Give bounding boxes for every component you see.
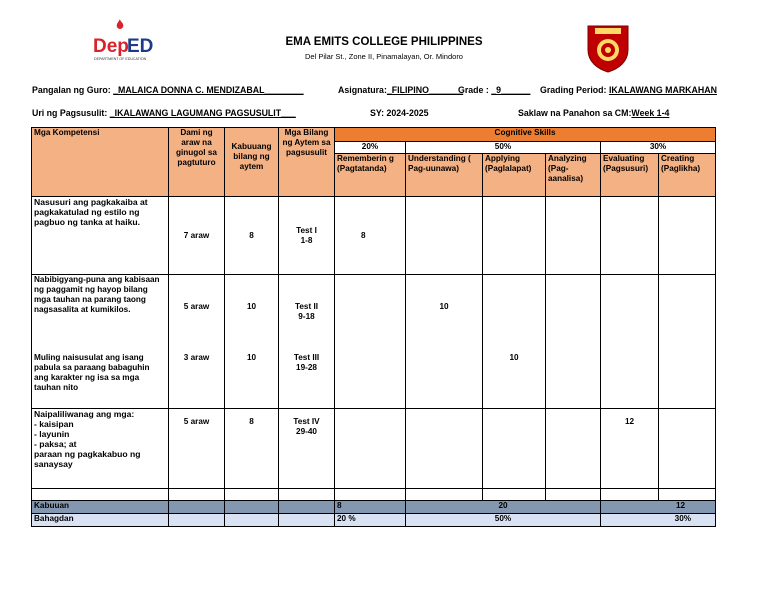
grading-period-label: Grading Period: [540,85,607,95]
item-numbers-cell [279,409,335,489]
header-bilang: Mga Bilang ng Aytem sa pagsusulit [279,128,335,197]
teacher-label: Pangalan ng Guro: [32,85,111,95]
grading-period-value: IKALAWANG MARKAHAN [608,85,717,95]
item-range: 9-18 [298,312,315,321]
header-kompetensi: Mga Kompetensi [32,128,169,197]
remembering-cell [335,343,406,409]
total-high: 12 [601,501,716,514]
competency-text: Nabibigyang-puna ang kabisaan ng paggamit ng hayop bilang mga tauhan na parang taong nagsasalita at kumikilos. [32,275,169,343]
coverage-field [518,108,669,118]
item-range: 19-28 [296,362,317,372]
applying-cell [483,409,546,489]
header-kabuuang: Kabuuang bilang ng aytem [225,128,279,197]
analyzing-cell [546,343,601,409]
item-range: 1-8 [300,235,313,245]
item-numbers-cell [279,197,335,275]
school-address: Del Pilar St., Zone II, Pinamalayan, Or. Mindoro [305,52,463,61]
test-label: Test IV [293,417,320,426]
test-label: Test III [293,352,320,362]
test-type-label: Uri ng Pagsusulit: [32,108,108,118]
evaluating-cell: 12 [601,409,659,489]
evaluating-cell [601,275,659,343]
subject-label: Asignatura: [338,85,387,95]
teacher-value: _MALAICA DONNA C. MENDIZABAL________ [113,85,304,95]
understanding-cell: 10 [406,275,483,343]
subject-field [338,85,463,95]
table-row [32,197,716,275]
days-cell: 3 araw [169,343,225,409]
subject-value: _FILIPINO_______ [386,85,464,95]
header-remembering: Rememberin g (Pagtatanda) [335,154,406,197]
item-total-cell: 8 [225,197,279,275]
percentage-remembering: 20 % [335,514,406,527]
header-pct-30: 30% [601,142,716,154]
evaluating-cell [601,197,659,275]
creating-cell [659,409,716,489]
svg-text:DEPARTMENT OF EDUCATION: DEPARTMENT OF EDUCATION [94,57,147,61]
analyzing-cell [546,409,601,489]
understanding-cell [406,343,483,409]
header-applying: Applying (Paglalapat) [483,154,546,197]
table-of-specifications [31,127,716,527]
test-type-field [32,108,296,118]
evaluating-cell [601,343,659,409]
item-total-cell: 10 [225,343,279,409]
header-analyzing: Analyzing (Pag-aanalisa) [546,154,601,197]
days-cell: 7 araw [169,197,225,275]
understanding-cell [406,409,483,489]
analyzing-cell [546,275,601,343]
teacher-field [32,85,304,95]
understanding-cell [406,197,483,275]
total-mid: 20 [406,501,601,514]
coverage-value: Week 1-4 [631,108,670,118]
empty-row [32,489,716,501]
item-numbers-cell [279,275,335,343]
competency-text: Muling naisusulat ang isang pabula sa paraang babaguhin ang karakter ng isa sa mga tauhan nito [32,343,169,409]
header-pct-50: 50% [406,142,601,154]
header-cognitive-skills: Cognitive Skills [335,128,716,142]
total-label: Kabuuan [32,501,169,514]
total-remembering: 8 [335,501,406,514]
applying-cell [483,197,546,275]
creating-cell [659,197,716,275]
school-name: EMA EMITS COLLEGE PHILIPPINES [285,36,483,48]
percentage-high: 30% [601,514,716,527]
remembering-cell [335,409,406,489]
applying-cell [483,275,546,343]
analyzing-cell [546,197,601,275]
percentage-label: Bahagdan [32,514,169,527]
table-row [32,275,716,343]
svg-text:Dep: Dep [93,36,129,57]
creating-cell [659,343,716,409]
deped-logo [92,18,154,72]
grade-value: _9______ [491,85,531,95]
header-dami: Dami ng araw na ginugol sa pagtuturo [169,128,225,197]
competency-text: Nasusuri ang pagkakaiba at pagkakatulad ng estilo ng pagbuo ng tanka at haiku. [32,197,169,275]
grade-label: Grade : [458,85,489,95]
days-cell: 5 araw [169,275,225,343]
table-row [32,343,716,409]
item-range: 29-40 [296,427,317,436]
item-total-cell: 8 [225,409,279,489]
item-numbers-cell [279,343,335,409]
test-type-value: _IKALAWANG LAGUMANG PAGSUSULIT___ [109,108,296,118]
svg-text:ED: ED [127,36,154,57]
percentage-mid: 50% [406,514,601,527]
percentage-row [32,514,716,527]
remembering-cell [335,275,406,343]
grading-period-field [540,85,717,95]
header-evaluating: Evaluating (Pagsusuri) [601,154,659,197]
applying-cell: 10 [483,343,546,409]
total-row [32,501,716,514]
competency-text: Naipaliliwanag ang mga: - kaisipan - layunin - paksa; at paraan ng pagkakabuo ng sanaysay [32,409,169,489]
item-total-cell: 10 [225,275,279,343]
test-label: Test I [296,225,317,235]
header-pct-20: 20% [335,142,406,154]
school-year: SY: 2024-2025 [370,108,429,118]
creating-cell [659,275,716,343]
days-cell: 5 araw [169,409,225,489]
header-creating: Creating (Paglikha) [659,154,716,197]
header-understanding: Understanding ( Pag-uunawa) [406,154,483,197]
remembering-cell: 8 [335,197,406,275]
grade-field [458,85,530,95]
test-label: Test II [294,302,319,311]
table-row [32,409,716,489]
ema-college-seal [583,22,633,74]
coverage-label: Saklaw na Panahon sa CM: [518,108,632,118]
